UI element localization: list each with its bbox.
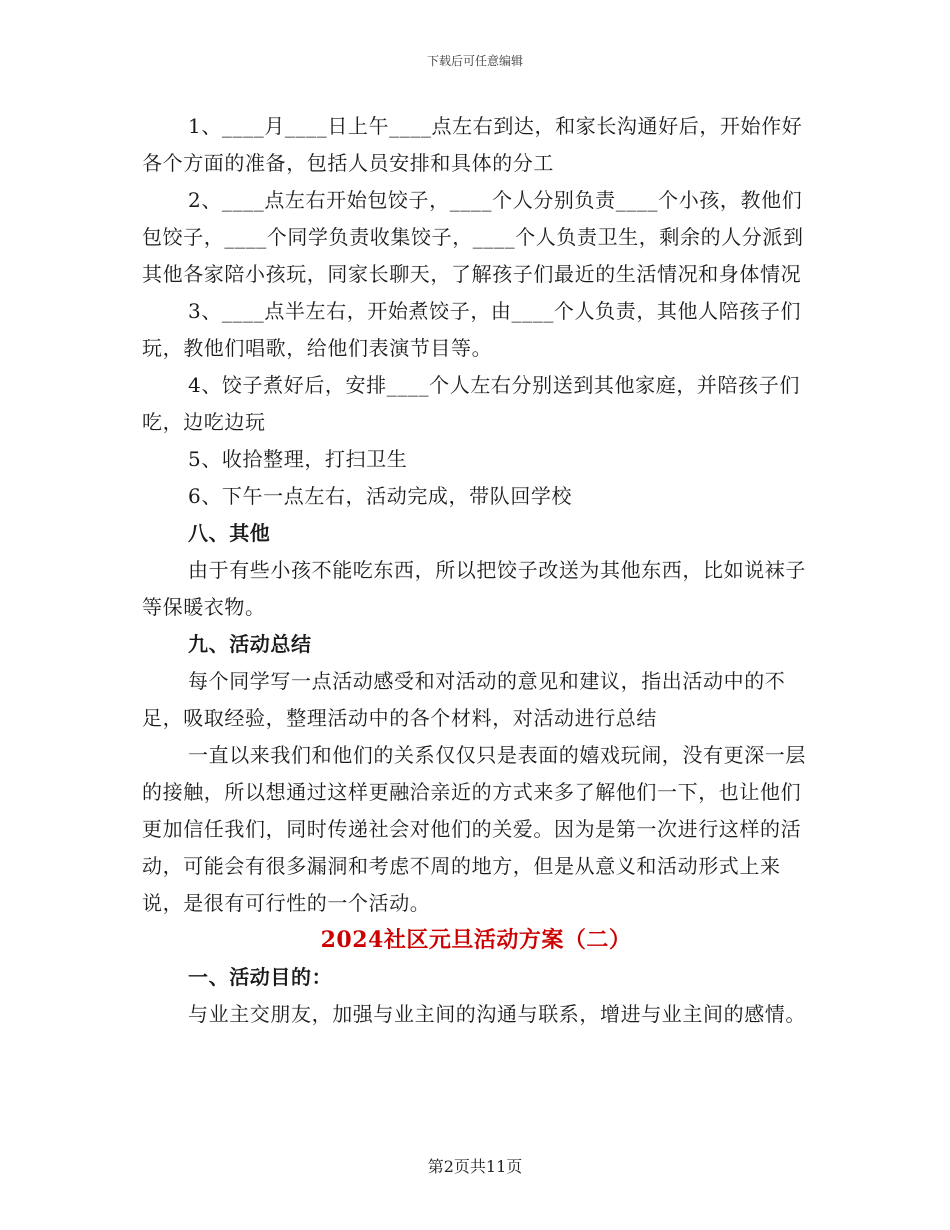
closing-paragraph: 一直以来我们和他们的关系仅仅只是表面的嬉戏玩闹，没有更深一层的接触，所以想通过这样更融洽亲近的方式来多了解他们一下，也让他们更加信任我们，同时传递社会对他们的关爱。因为是第一次进行这样的活动，可能会有很多漏洞和考虑不周的地方，但是从意义和活动形式上来说，是很有可行性的一个活动。 [142, 743, 806, 915]
section-9-paragraph: 每个同学写一点活动感受和对活动的意见和建议，指出活动中的不足，吸取经验，整理活动中的各个材料，对活动进行总结 [142, 669, 786, 730]
page-number: 第2页共11页 [427, 1157, 523, 1176]
step-5-paragraph: 5、收拾整理，打扫卫生 [188, 447, 408, 471]
section-1-paragraph: 与业主交朋友，加强与业主间的沟通与联系，增进与业主间的感情。 [188, 1002, 806, 1026]
section-1-heading: 一、活动目的： [188, 965, 333, 989]
document-body [142, 108, 810, 1033]
step-6-paragraph: 6、下午一点左右，活动完成，带队回学校 [188, 484, 573, 508]
section-8-heading: 八、其他 [188, 521, 271, 545]
step-1-paragraph: 1、____月____日上午____点左右到达，和家长沟通好后，开始作好各个方面的准备，包括人员安排和具体的分工 [142, 114, 803, 175]
section-8-paragraph: 由于有些小孩不能吃东西，所以把饺子改送为其他东西，比如说袜子等保暖衣物。 [142, 558, 806, 619]
section-9-heading: 九、活动总结 [188, 632, 312, 656]
step-3-paragraph: 3、____点半左右，开始煮饺子，由____个人负责，其他人陪孩子们玩，教他们唱歌，给他们表演节目等。 [142, 299, 802, 360]
page-header: 下载后可任意编辑 [426, 54, 523, 68]
step-4-paragraph: 4、饺子煮好后，安排____个人左右分别送到其他家庭，并陪孩子们吃，边吃边玩 [142, 373, 800, 434]
document-title: 2024社区元旦活动方案（二） [320, 927, 632, 953]
step-2-paragraph: 2、____点左右开始包饺子，____个人分别负责____个小孩，教他们包饺子，____个同学负责收集饺子，____个人负责卫生，剩余的人分派到其他各家陪小孩玩，同家长聊天，了解孩子们最近的生活情况和身体情况 [142, 188, 804, 286]
